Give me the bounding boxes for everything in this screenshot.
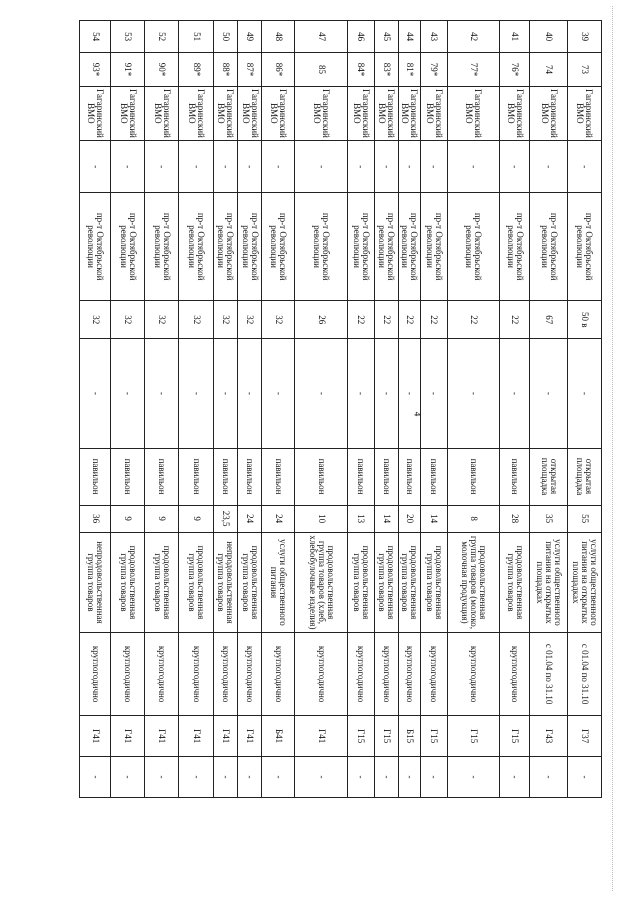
col-4-cell: - [237,141,261,193]
scheme-code-cell: Б41 [262,716,295,757]
col-4-cell: - [145,141,179,193]
table-row [421,21,447,798]
table-row [213,21,237,798]
district-cell: Гагаринский ВМО [145,86,179,141]
district-cell: Гагаринский ВМО [295,86,348,141]
table-row [80,21,111,798]
period-cell: круглогодично [262,633,295,716]
street-cell: пр-т Октябрьской революции [398,193,420,301]
table-row [179,21,213,798]
object-id-cell: 86* [262,53,295,86]
col-13-cell: - [295,757,348,798]
col-7-cell: - [213,339,237,448]
period-cell: с 01.04 по 31.10 [530,633,568,716]
object-type-cell: павильон [374,448,398,505]
area-cell: 14 [374,505,398,532]
row-number-cell: 50 [213,21,237,53]
col-13-cell: - [179,757,213,798]
district-cell: Гагаринский ВМО [398,86,420,141]
row-number-cell: 48 [262,21,295,53]
col-7-cell: - [80,339,111,448]
area-cell: 23,5 [213,505,237,532]
street-cell: пр-т Октябрьской революции [237,193,261,301]
table-row [111,21,145,798]
house-number-cell: 22 [500,301,530,339]
col-4-cell: - [213,141,237,193]
col-13-cell: - [145,757,179,798]
row-number-cell: 53 [111,21,145,53]
table-row [374,21,398,798]
table-area [79,20,602,798]
house-number-cell: 32 [179,301,213,339]
col-4-cell: - [374,141,398,193]
street-cell: пр-т Октябрьской революции [348,193,374,301]
street-cell: пр-т Октябрьской революции [80,193,111,301]
table-row [145,21,179,798]
specialization-cell: продовольственная группа товаров [145,532,179,632]
table-row [295,21,348,798]
period-cell: круглогодично [500,633,530,716]
house-number-cell: 32 [80,301,111,339]
scheme-code-cell: Г15 [348,716,374,757]
specialization-cell: продовольственная группа товаров [500,532,530,632]
col-4-cell: - [398,141,420,193]
table-row [398,21,420,798]
specialization-cell: продовольственная группа товаров (молоко, молочная продукция) [447,532,500,632]
district-cell: Гагаринский ВМО [421,86,447,141]
table-row [262,21,295,798]
object-type-cell: павильон [421,448,447,505]
object-id-cell: 74 [530,53,568,86]
table-row [530,21,568,798]
district-cell: Гагаринский ВМО [111,86,145,141]
district-cell: Гагаринский ВМО [237,86,261,141]
period-cell: круглогодично [237,633,261,716]
street-cell: пр-т Октябрьской революции [145,193,179,301]
object-id-cell: 81* [398,53,420,86]
object-id-cell: 87* [237,53,261,86]
object-id-cell: 90* [145,53,179,86]
district-cell: Гагаринский ВМО [80,86,111,141]
specialization-cell: услуги общественного питания на открытых площадках [530,532,568,632]
col-4-cell: - [567,141,601,193]
street-cell: пр-т Октябрьской революции [179,193,213,301]
row-number-cell: 40 [530,21,568,53]
scheme-code-cell: Г43 [530,716,568,757]
specialization-cell: продовольственная группа товаров [374,532,398,632]
col-4-cell: - [421,141,447,193]
district-cell: Гагаринский ВМО [374,86,398,141]
district-cell: Гагаринский ВМО [179,86,213,141]
object-id-cell: 77* [447,53,500,86]
period-cell: круглогодично [398,633,420,716]
street-cell: пр-т Октябрьской революции [447,193,500,301]
district-cell: Гагаринский ВМО [500,86,530,141]
house-number-cell: 32 [145,301,179,339]
row-number-cell: 39 [567,21,601,53]
col-7-cell: - [447,339,500,448]
street-cell: пр-т Октябрьской революции [295,193,348,301]
specialization-cell: продовольственная группа товаров [179,532,213,632]
area-cell: 28 [500,505,530,532]
period-cell: круглогодично [145,633,179,716]
district-cell: Гагаринский ВМО [530,86,568,141]
house-number-cell: 32 [237,301,261,339]
house-number-cell: 22 [374,301,398,339]
area-cell: 55 [567,505,601,532]
house-number-cell: 22 [447,301,500,339]
col-4-cell: - [262,141,295,193]
row-number-cell: 43 [421,21,447,53]
page-edge-line [612,6,617,891]
object-type-cell: павильон [237,448,261,505]
area-cell: 14 [421,505,447,532]
object-id-cell: 91* [111,53,145,86]
house-number-cell: 22 [348,301,374,339]
specialization-cell: услуги общественного питания на открытых площадках [567,532,601,632]
col-4-cell: - [348,141,374,193]
object-id-cell: 76* [500,53,530,86]
row-number-cell: 44 [398,21,420,53]
col-13-cell: - [374,757,398,798]
table-row [237,21,261,798]
col-7-cell: - [374,339,398,448]
house-number-cell: 26 [295,301,348,339]
street-cell: пр-т Октябрьской революции [213,193,237,301]
object-id-cell: 93* [80,53,111,86]
area-cell: 9 [179,505,213,532]
col-13-cell: - [262,757,295,798]
area-cell: 24 [262,505,295,532]
col-7-cell: - [237,339,261,448]
row-number-cell: 49 [237,21,261,53]
scheme-code-cell: Б15 [398,716,420,757]
col-7-cell: - [421,339,447,448]
object-type-cell: павильон [295,448,348,505]
table-row [447,21,500,798]
scheme-code-cell: Г41 [295,716,348,757]
specialization-cell: продовольственная группа товаров [421,532,447,632]
house-number-cell: 22 [398,301,420,339]
house-number-cell: 67 [530,301,568,339]
house-number-cell: 32 [262,301,295,339]
specialization-cell: непродовольственная группа товаров [80,532,111,632]
object-type-cell: павильон [348,448,374,505]
scheme-code-cell: Г41 [111,716,145,757]
col-13-cell: - [567,757,601,798]
col-4-cell: - [179,141,213,193]
specialization-cell: продовольственная группа товаров [111,532,145,632]
col-7-cell: - [567,339,601,448]
row-number-cell: 47 [295,21,348,53]
area-cell: 10 [295,505,348,532]
object-type-cell: павильон [398,448,420,505]
street-cell: пр-т Октябрьской революции [262,193,295,301]
object-id-cell: 88* [213,53,237,86]
row-number-cell: 46 [348,21,374,53]
col-13-cell: - [421,757,447,798]
object-type-cell: павильон [262,448,295,505]
row-number-cell: 52 [145,21,179,53]
table-row [348,21,374,798]
col-13-cell: - [530,757,568,798]
house-number-cell: 32 [111,301,145,339]
col-13-cell: - [237,757,261,798]
col-7-cell: - [348,339,374,448]
area-cell: 9 [145,505,179,532]
col-4-cell: - [447,141,500,193]
object-type-cell: открытая площадка [567,448,601,505]
object-id-cell: 84* [348,53,374,86]
col-7-cell: - [179,339,213,448]
object-id-cell: 89* [179,53,213,86]
object-id-cell: 79* [421,53,447,86]
specialization-cell: продовольственная группа товаров (хлеб, хлебобулочные изделия) [295,532,348,632]
col-7-cell: - [530,339,568,448]
specialization-cell: продовольственная группа товаров [398,532,420,632]
col-4-cell: - [111,141,145,193]
period-cell: круглогодично [111,633,145,716]
table-row [567,21,601,798]
row-number-cell: 54 [80,21,111,53]
scheme-code-cell: Г15 [500,716,530,757]
street-cell: пр-т Октябрьской революции [500,193,530,301]
specialization-cell: услуги общественного питания [262,532,295,632]
specialization-cell: продовольственная группа товаров [348,532,374,632]
scheme-code-cell: Г15 [447,716,500,757]
district-cell: Гагаринский ВМО [447,86,500,141]
trade-objects-table [79,20,602,798]
table-row [500,21,530,798]
specialization-cell: продовольственная группа товаров [237,532,261,632]
period-cell: круглогодично [179,633,213,716]
col-7-cell: - [111,339,145,448]
col-4-cell: - [530,141,568,193]
col-13-cell: - [500,757,530,798]
scheme-code-cell: Г41 [179,716,213,757]
col-13-cell: - [213,757,237,798]
row-number-cell: 42 [447,21,500,53]
district-cell: Гагаринский ВМО [262,86,295,141]
object-id-cell: 85 [295,53,348,86]
col-7-cell: - [398,339,420,448]
area-cell: 24 [237,505,261,532]
col-7-cell: - [262,339,295,448]
street-cell: пр-т Октябрьской революции [111,193,145,301]
object-type-cell: павильон [111,448,145,505]
page-number: 4 [412,411,423,417]
area-cell: 8 [447,505,500,532]
area-cell: 20 [398,505,420,532]
scheme-code-cell: Г41 [237,716,261,757]
period-cell: круглогодично [295,633,348,716]
period-cell: круглогодично [80,633,111,716]
col-13-cell: - [80,757,111,798]
house-number-cell: 32 [213,301,237,339]
row-number-cell: 41 [500,21,530,53]
col-13-cell: - [398,757,420,798]
period-cell: с 01.04 по 31.10 [567,633,601,716]
house-number-cell: 50 в [567,301,601,339]
object-type-cell: павильон [447,448,500,505]
street-cell: пр-т Октябрьской революции [421,193,447,301]
area-cell: 13 [348,505,374,532]
col-7-cell: - [145,339,179,448]
district-cell: Гагаринский ВМО [213,86,237,141]
col-13-cell: - [348,757,374,798]
scheme-code-cell: Г15 [421,716,447,757]
area-cell: 36 [80,505,111,532]
scheme-code-cell: Г41 [213,716,237,757]
row-number-cell: 45 [374,21,398,53]
area-cell: 9 [111,505,145,532]
object-type-cell: открытая площадка [530,448,568,505]
street-cell: пр-т Октябрьской революции [374,193,398,301]
col-4-cell: - [500,141,530,193]
street-cell: пр-т Октябрьской революции [530,193,568,301]
street-cell: пр-т Октябрьской революции [567,193,601,301]
period-cell: круглогодично [213,633,237,716]
table-body [80,21,602,798]
object-id-cell: 73 [567,53,601,86]
object-type-cell: павильон [500,448,530,505]
col-7-cell: - [295,339,348,448]
col-4-cell: - [80,141,111,193]
col-13-cell: - [111,757,145,798]
scheme-code-cell: Г41 [145,716,179,757]
scheme-code-cell: Г41 [80,716,111,757]
period-cell: круглогодично [447,633,500,716]
scheme-code-cell: Г15 [374,716,398,757]
period-cell: круглогодично [374,633,398,716]
specialization-cell: непродовольственная группа товаров [213,532,237,632]
district-cell: Гагаринский ВМО [348,86,374,141]
object-type-cell: павильон [145,448,179,505]
col-4-cell: - [295,141,348,193]
col-13-cell: - [447,757,500,798]
house-number-cell: 22 [421,301,447,339]
period-cell: круглогодично [421,633,447,716]
object-type-cell: павильон [213,448,237,505]
row-number-cell: 51 [179,21,213,53]
period-cell: круглогодично [348,633,374,716]
col-7-cell: - [500,339,530,448]
object-type-cell: павильон [80,448,111,505]
area-cell: 35 [530,505,568,532]
district-cell: Гагаринский ВМО [567,86,601,141]
scheme-code-cell: Г37 [567,716,601,757]
object-type-cell: павильон [179,448,213,505]
object-id-cell: 83* [374,53,398,86]
